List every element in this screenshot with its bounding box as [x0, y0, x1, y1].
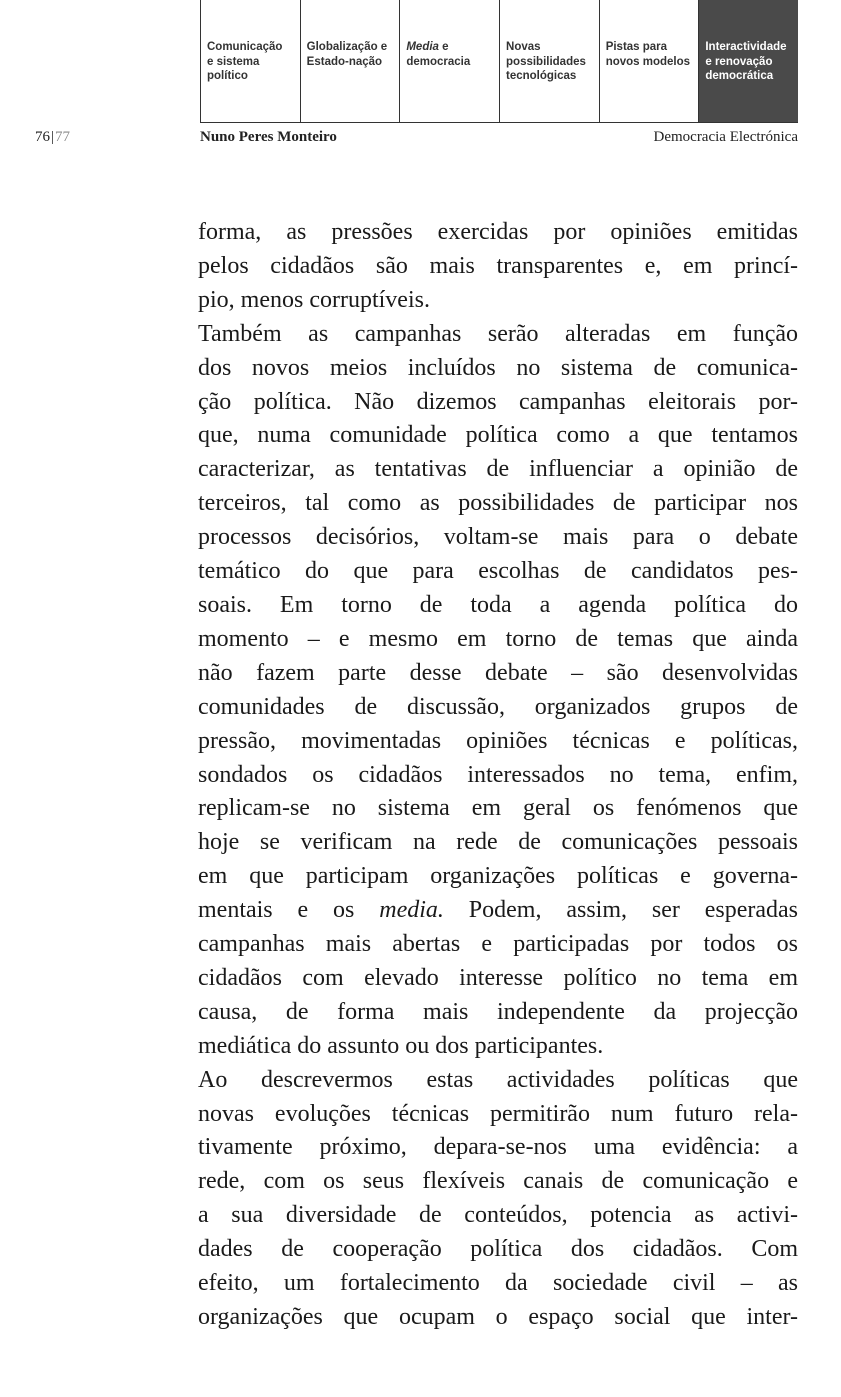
text-line: dos novos meios incluídos no sistema de comunica-	[198, 354, 798, 381]
text-line: momento – e mesmo em torno de temas que ainda	[198, 625, 798, 652]
text-line: dades de cooperação política dos cidadãos. Com	[198, 1236, 798, 1263]
text-line: processos decisórios, voltam-se mais para o debate	[198, 524, 798, 551]
text-line: pio, menos corruptíveis.	[198, 286, 430, 313]
chapter-tab-comunicacao: Comunicação e sistema político	[200, 0, 300, 122]
text-line: a sua diversidade de conteúdos, potencia as activi-	[198, 1202, 798, 1229]
text-line: mediática do assunto ou dos participantes.	[198, 1032, 604, 1059]
text-line: sondados os cidadãos interessados no tema, enfim,	[198, 761, 798, 788]
text-line: soais. Em torno de toda a agenda política do	[198, 591, 798, 618]
text-line: tivamente próximo, depara-se-nos uma evidência: a	[198, 1134, 798, 1161]
page-number	[35, 129, 70, 146]
running-header-title: Democracia Electrónica	[653, 129, 798, 145]
text-line: caracterizar, as tentativas de influenciar a opinião de	[198, 456, 798, 483]
chapter-tab-interactividade-active: Interactividade e renovação democrática	[698, 0, 798, 122]
text-line: Também as campanhas serão alteradas em função	[198, 320, 798, 347]
text-line: cidadãos com elevado interesse político no tema em	[198, 964, 798, 991]
text-line: pelos cidadãos são mais transparentes e, em princí-	[198, 252, 798, 279]
text-line: comunidades de discussão, organizados grupos de	[198, 693, 798, 720]
body-text	[198, 216, 798, 1335]
chapter-tab-novas-possibilidades: Novas possibilidades tecnológicas	[499, 0, 599, 122]
text-line: terceiros, tal como as possibilidades de participar nos	[198, 490, 798, 517]
facing-page-number: 77	[55, 129, 71, 145]
text-line: campanhas mais abertas e participadas por todos os	[198, 931, 798, 958]
page-number-separator: |	[51, 129, 55, 145]
text-line: Ao descrevermos estas actividades políticas que	[198, 1066, 798, 1093]
text-line: rede, com os seus flexíveis canais de comunicação e	[198, 1168, 798, 1195]
text-line-with-italic	[198, 894, 798, 928]
chapter-tab-pistas: Pistas para novos modelos	[599, 0, 699, 122]
chapter-navigation-strip	[200, 0, 798, 123]
chapter-tab-media-italic: Media	[406, 41, 439, 53]
text-line: em que participam organizações políticas e governa-	[198, 863, 798, 890]
text-line: efeito, um fortalecimento da sociedade civil – as	[198, 1270, 798, 1297]
text-line: temático do que para escolhas de candidatos pes-	[198, 558, 798, 585]
line-end: Podem, assim, ser esperadas	[443, 897, 799, 924]
current-page-number: 76	[35, 129, 50, 145]
text-line: organizações que ocupam o espaço social que inter-	[198, 1304, 798, 1330]
line-start: mentais e os	[198, 897, 380, 924]
text-line: não fazem parte desse debate – são desenvolvidas	[198, 659, 798, 686]
text-line: replicam-se no sistema em geral os fenómenos que	[198, 795, 798, 822]
text-line: forma, as pressões exercidas por opiniões emitidas	[198, 219, 798, 245]
text-line: ção política. Não dizemos campanhas eleitorais por-	[198, 388, 798, 415]
running-header-author: Nuno Peres Monteiro	[200, 129, 337, 145]
text-line: novas evoluções técnicas permitirão num futuro rela-	[198, 1100, 798, 1127]
chapter-tab-media-democracia	[399, 0, 499, 122]
text-line: pressão, movimentadas opiniões técnicas e políticas,	[198, 727, 798, 754]
text-line: que, numa comunidade política como a que tentamos	[198, 422, 798, 449]
text-line: hoje se verificam na rede de comunicações pessoais	[198, 829, 798, 856]
chapter-tab-media-rest: e democracia	[406, 41, 471, 68]
chapter-tab-globalizacao: Globalização e Estado-nação	[300, 0, 400, 122]
text-line: causa, de forma mais independente da projecção	[198, 998, 798, 1025]
italic-term-media: media.	[379, 897, 444, 924]
